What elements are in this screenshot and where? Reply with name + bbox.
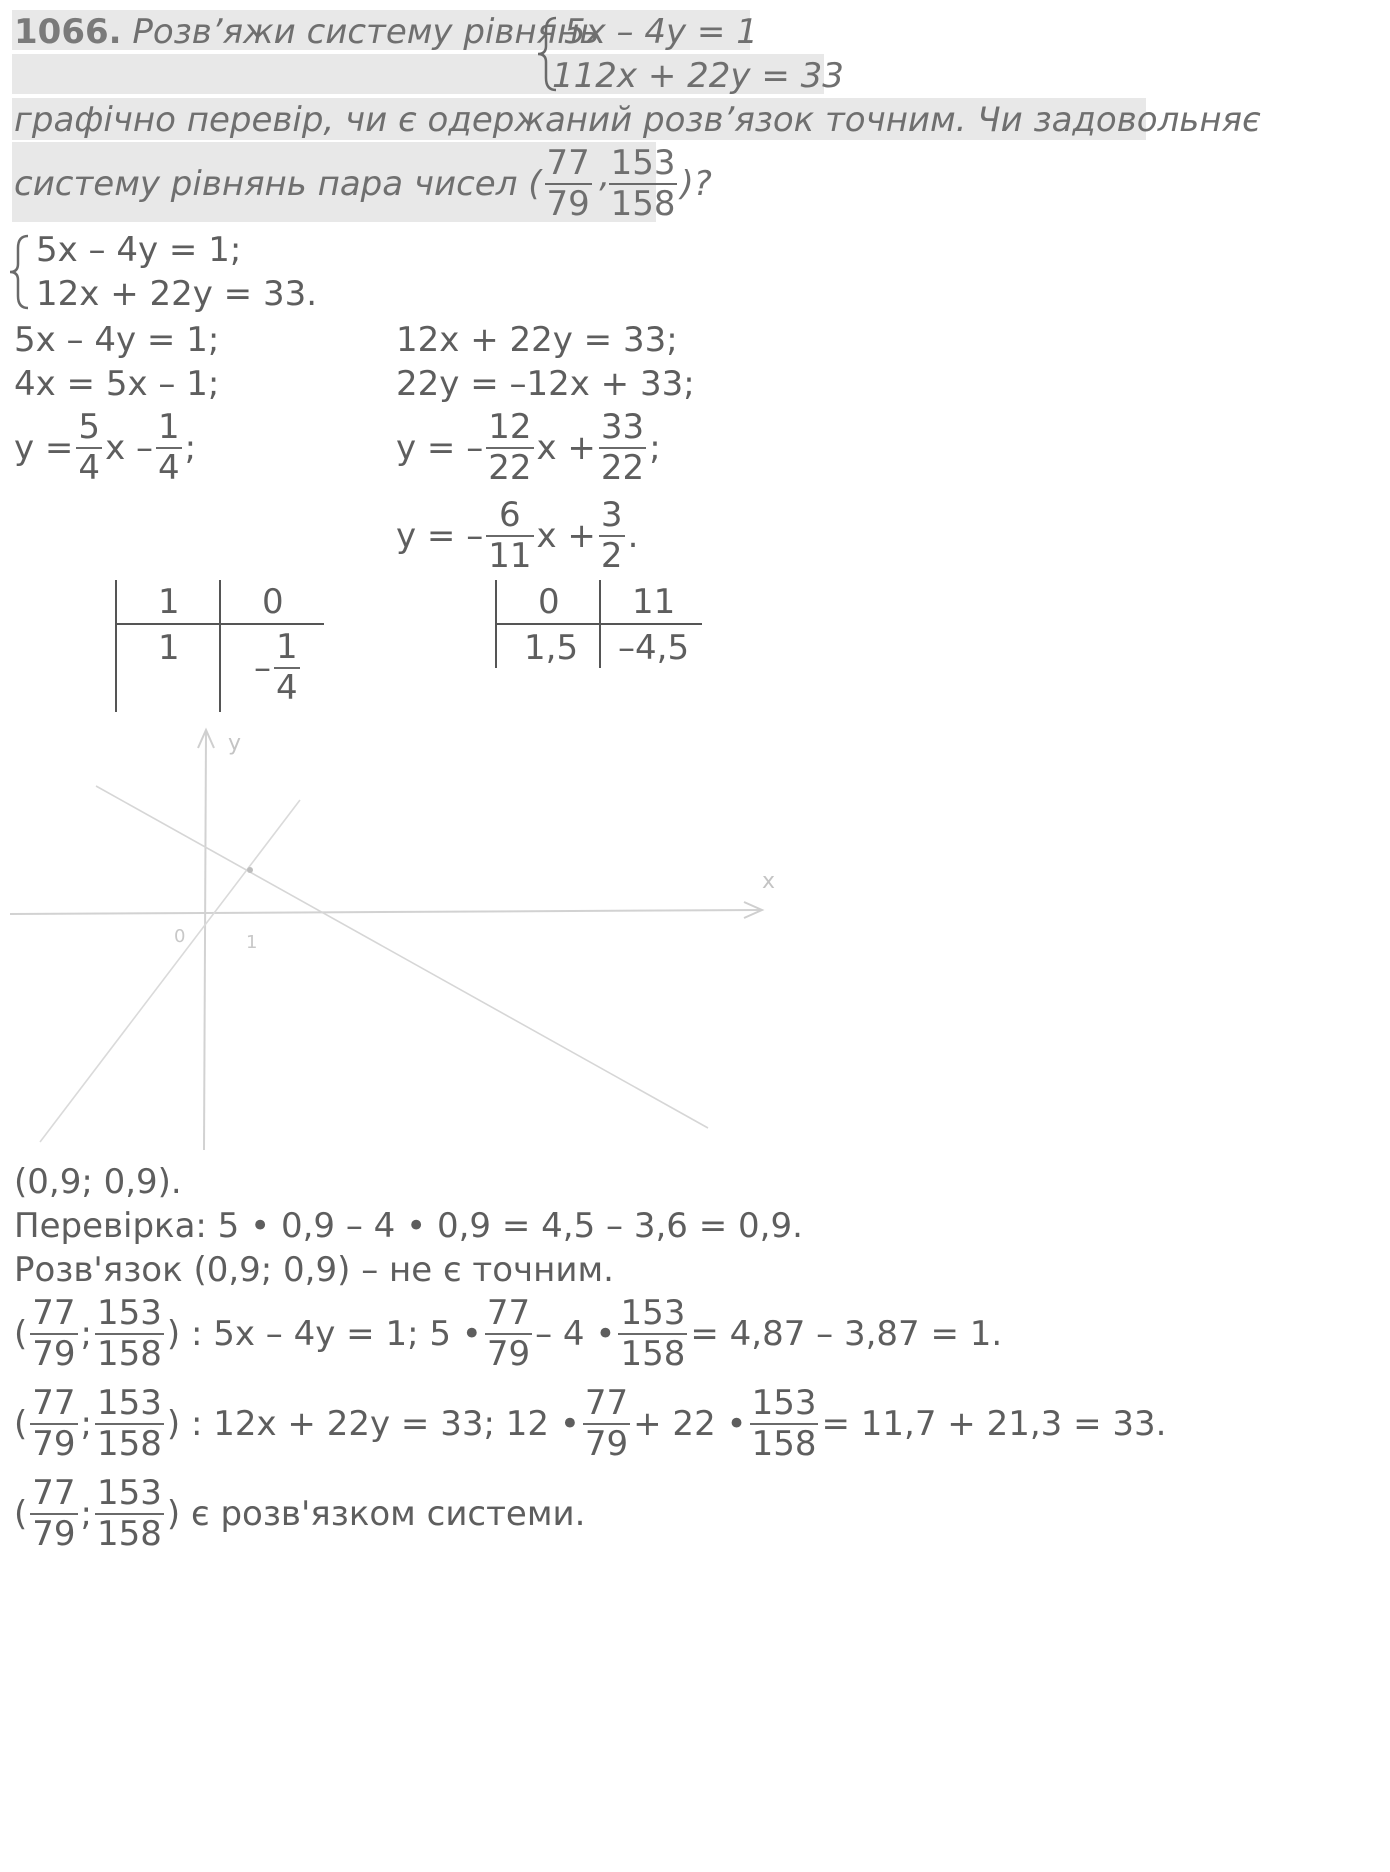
right-table-x1: 0 bbox=[538, 582, 560, 622]
problem-text-3: систему рівнянь пара чисел ( $\frac{77}{79}$ ’ $\frac{153}{158}$ )? bbox=[14, 143, 712, 225]
problem-number: 1066. bbox=[14, 12, 122, 52]
right-fraction-12-22: $\frac{12}{22}$ bbox=[488, 407, 532, 489]
left-step-2: 4x = 5x – 1; bbox=[14, 364, 220, 404]
x-axis bbox=[10, 910, 760, 914]
left-fraction-5-4: $\frac{5}{4}$ bbox=[78, 407, 101, 489]
problem-heading bbox=[14, 12, 599, 52]
system-brace bbox=[6, 232, 34, 312]
c1-frac-153-158-b: $\frac{153}{158}$ bbox=[620, 1293, 686, 1375]
right-fraction-3-2: $\frac{3}{2}$ bbox=[600, 495, 623, 577]
pair-x-fraction: $\frac{77}{79}$ bbox=[546, 143, 590, 225]
check-eq-1: ( $\frac{77}{79}$ ; $\frac{153}{158}$ ) : 5x – 4y = 1; 5 • $\frac{77}{79}$ – 4 • $\frac{153}{158}$ = 4,87 – 3,87 = 1. bbox=[14, 1293, 1003, 1375]
right-step-4: y = – $\frac{6}{11}$ x + $\frac{3}{2}$ . bbox=[396, 495, 639, 577]
problem-eq-1: 5x – 4y = 1 bbox=[564, 12, 758, 52]
conclusion-line: Розв'язок (0,9; 0,9) – не є точним. bbox=[14, 1250, 614, 1290]
graph bbox=[0, 720, 800, 1160]
c1-frac-153-158: $\frac{153}{158}$ bbox=[97, 1293, 162, 1375]
y-axis-label: y bbox=[228, 731, 242, 756]
c1-frac-77-79-b: $\frac{77}{79}$ bbox=[486, 1293, 531, 1375]
c2-frac-153-158-b: $\frac{153}{158}$ bbox=[751, 1383, 817, 1465]
final-frac-153-158: $\frac{153}{158}$ bbox=[97, 1473, 162, 1555]
right-table-y2: –4,5 bbox=[618, 628, 690, 668]
c2-frac-77-79: $\frac{77}{79}$ bbox=[32, 1383, 76, 1465]
left-step-1: 5x – 4y = 1; bbox=[14, 320, 220, 360]
line-1 bbox=[40, 800, 300, 1142]
left-fraction-1-4: $\frac{1}{4}$ bbox=[158, 407, 180, 489]
x-axis-label: x bbox=[762, 869, 776, 894]
check-eq-2: ( $\frac{77}{79}$ ; $\frac{153}{158}$ ) : 12x + 22y = 33; 12 • $\frac{77}{79}$ + 22 • $\frac{153}{158}$ = 11,7 + 21,3 = 33. bbox=[14, 1383, 1167, 1465]
left-step-3: y = $\frac{5}{4}$ x – $\frac{1}{4}$ ; bbox=[14, 407, 197, 489]
left-table-y2: – $\frac{1}{4}$ bbox=[254, 627, 298, 709]
left-table-x1: 1 bbox=[158, 582, 180, 622]
left-table-fraction-1-4: $\frac{1}{4}$ bbox=[276, 627, 298, 709]
intersection-point bbox=[247, 867, 253, 873]
right-fraction-6-11: $\frac{6}{11}$ bbox=[488, 495, 532, 577]
right-step-1: 12x + 22y = 33; bbox=[396, 320, 678, 360]
y-axis bbox=[204, 732, 206, 1150]
final-frac-77-79: $\frac{77}{79}$ bbox=[32, 1473, 76, 1555]
c1-frac-77-79: $\frac{77}{79}$ bbox=[32, 1293, 76, 1375]
check-line: Перевірка: 5 • 0,9 – 4 • 0,9 = 4,5 – 3,6 = 0,9. bbox=[14, 1206, 803, 1246]
problem-text-2: графічно перевір, чи є одержаний розв’язок точним. Чи задовольняє bbox=[14, 100, 1261, 140]
origin-label: 0 bbox=[174, 926, 186, 947]
right-table-y1: 1,5 bbox=[524, 628, 579, 668]
system-eq-2: 12x + 22y = 33. bbox=[36, 274, 318, 314]
problem-eq-2: 112x + 22y = 33 bbox=[552, 56, 844, 96]
left-table-y1: 1 bbox=[158, 628, 180, 668]
c2-frac-77-79-b: $\frac{77}{79}$ bbox=[584, 1383, 629, 1465]
answer-point: (0,9; 0,9). bbox=[14, 1162, 182, 1202]
right-step-2: 22y = –12x + 33; bbox=[396, 364, 695, 404]
right-table-x2: 11 bbox=[632, 582, 676, 622]
system-eq-1: 5x – 4y = 1; bbox=[36, 230, 242, 270]
pair-y-fraction: $\frac{153}{158}$ bbox=[610, 143, 676, 225]
final-line: ( $\frac{77}{79}$ ; $\frac{153}{158}$ ) є розв'язком системи. bbox=[14, 1473, 586, 1555]
problem-text-1: Розв’яжи систему рівнянь bbox=[132, 12, 600, 52]
c2-frac-153-158: $\frac{153}{158}$ bbox=[97, 1383, 162, 1465]
right-step-3: y = – $\frac{12}{22}$ x + $\frac{33}{22}$ ; bbox=[396, 407, 661, 489]
right-fraction-33-22: $\frac{33}{22}$ bbox=[600, 407, 645, 489]
left-table-x2: 0 bbox=[262, 582, 284, 622]
unit-label: 1 bbox=[246, 932, 258, 953]
line-2 bbox=[96, 786, 708, 1128]
